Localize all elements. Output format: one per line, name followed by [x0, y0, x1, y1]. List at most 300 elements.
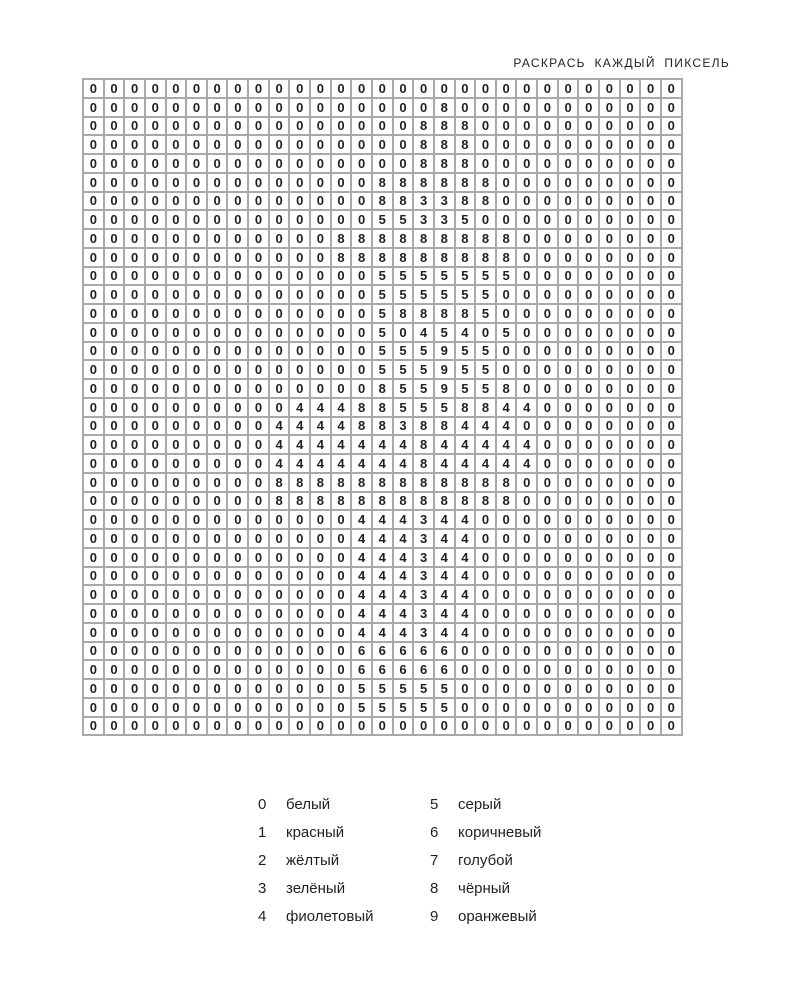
- grid-cell[interactable]: 0: [83, 398, 104, 417]
- grid-cell[interactable]: 0: [331, 210, 352, 229]
- grid-cell[interactable]: 4: [372, 585, 393, 604]
- grid-cell[interactable]: 3: [413, 604, 434, 623]
- grid-cell[interactable]: 0: [83, 323, 104, 342]
- grid-cell[interactable]: 0: [558, 660, 579, 679]
- grid-cell[interactable]: 0: [269, 323, 290, 342]
- grid-cell[interactable]: 0: [248, 248, 269, 267]
- grid-cell[interactable]: 0: [145, 454, 166, 473]
- grid-cell[interactable]: 0: [475, 323, 496, 342]
- grid-cell[interactable]: 0: [207, 285, 228, 304]
- grid-cell[interactable]: 0: [640, 660, 661, 679]
- grid-cell[interactable]: 0: [599, 679, 620, 698]
- grid-cell[interactable]: 0: [475, 623, 496, 642]
- grid-cell[interactable]: 0: [227, 417, 248, 436]
- grid-cell[interactable]: 8: [393, 248, 414, 267]
- grid-cell[interactable]: 0: [331, 548, 352, 567]
- grid-cell[interactable]: 0: [104, 510, 125, 529]
- grid-cell[interactable]: 4: [351, 510, 372, 529]
- grid-cell[interactable]: 0: [496, 510, 517, 529]
- grid-cell[interactable]: 0: [124, 623, 145, 642]
- grid-cell[interactable]: 0: [599, 192, 620, 211]
- grid-cell[interactable]: 0: [578, 154, 599, 173]
- grid-cell[interactable]: 0: [372, 717, 393, 736]
- grid-cell[interactable]: 0: [516, 679, 537, 698]
- grid-cell[interactable]: 0: [393, 117, 414, 136]
- grid-cell[interactable]: 5: [434, 267, 455, 286]
- grid-cell[interactable]: 0: [124, 79, 145, 98]
- grid-cell[interactable]: 8: [413, 173, 434, 192]
- grid-cell[interactable]: 0: [289, 717, 310, 736]
- grid-cell[interactable]: 0: [516, 285, 537, 304]
- grid-cell[interactable]: 0: [104, 304, 125, 323]
- grid-cell[interactable]: 5: [413, 360, 434, 379]
- grid-cell[interactable]: 0: [310, 323, 331, 342]
- grid-cell[interactable]: 0: [620, 248, 641, 267]
- grid-cell[interactable]: 0: [578, 642, 599, 661]
- grid-cell[interactable]: 0: [166, 435, 187, 454]
- grid-cell[interactable]: 0: [599, 698, 620, 717]
- grid-cell[interactable]: 0: [166, 454, 187, 473]
- grid-cell[interactable]: 4: [331, 435, 352, 454]
- grid-cell[interactable]: 8: [434, 417, 455, 436]
- grid-cell[interactable]: 4: [516, 454, 537, 473]
- grid-cell[interactable]: 4: [475, 454, 496, 473]
- grid-cell[interactable]: 0: [620, 117, 641, 136]
- grid-cell[interactable]: 0: [558, 473, 579, 492]
- grid-cell[interactable]: 0: [620, 585, 641, 604]
- grid-cell[interactable]: 0: [248, 135, 269, 154]
- grid-cell[interactable]: 0: [620, 660, 641, 679]
- grid-cell[interactable]: 0: [620, 473, 641, 492]
- grid-cell[interactable]: 0: [145, 604, 166, 623]
- grid-cell[interactable]: 0: [558, 510, 579, 529]
- grid-cell[interactable]: 0: [166, 117, 187, 136]
- grid-cell[interactable]: 0: [537, 304, 558, 323]
- grid-cell[interactable]: 0: [289, 135, 310, 154]
- grid-cell[interactable]: 0: [248, 642, 269, 661]
- grid-cell[interactable]: 0: [145, 79, 166, 98]
- grid-cell[interactable]: 0: [207, 379, 228, 398]
- grid-cell[interactable]: 0: [83, 473, 104, 492]
- grid-cell[interactable]: 5: [434, 698, 455, 717]
- grid-cell[interactable]: 5: [393, 698, 414, 717]
- grid-cell[interactable]: 0: [207, 248, 228, 267]
- grid-cell[interactable]: 0: [475, 98, 496, 117]
- grid-cell[interactable]: 4: [372, 548, 393, 567]
- grid-cell[interactable]: 0: [599, 435, 620, 454]
- grid-cell[interactable]: 0: [166, 623, 187, 642]
- grid-cell[interactable]: 0: [537, 473, 558, 492]
- grid-cell[interactable]: 0: [620, 623, 641, 642]
- grid-cell[interactable]: 0: [331, 98, 352, 117]
- grid-cell[interactable]: 3: [413, 548, 434, 567]
- grid-cell[interactable]: 0: [83, 660, 104, 679]
- grid-cell[interactable]: 0: [83, 210, 104, 229]
- grid-cell[interactable]: 0: [516, 492, 537, 511]
- grid-cell[interactable]: 8: [372, 417, 393, 436]
- grid-cell[interactable]: 0: [145, 304, 166, 323]
- grid-cell[interactable]: 0: [124, 567, 145, 586]
- grid-cell[interactable]: 0: [578, 323, 599, 342]
- grid-cell[interactable]: 0: [599, 642, 620, 661]
- grid-cell[interactable]: 6: [393, 660, 414, 679]
- grid-cell[interactable]: 0: [166, 304, 187, 323]
- grid-cell[interactable]: 4: [516, 435, 537, 454]
- grid-cell[interactable]: 0: [661, 285, 682, 304]
- grid-cell[interactable]: 0: [578, 117, 599, 136]
- grid-cell[interactable]: 0: [104, 135, 125, 154]
- grid-cell[interactable]: 0: [455, 642, 476, 661]
- grid-cell[interactable]: 0: [289, 79, 310, 98]
- grid-cell[interactable]: 0: [83, 623, 104, 642]
- grid-cell[interactable]: 0: [124, 323, 145, 342]
- grid-cell[interactable]: 0: [186, 698, 207, 717]
- grid-cell[interactable]: 0: [310, 529, 331, 548]
- grid-cell[interactable]: 0: [537, 698, 558, 717]
- grid-cell[interactable]: 0: [661, 398, 682, 417]
- grid-cell[interactable]: 6: [372, 642, 393, 661]
- grid-cell[interactable]: 0: [331, 360, 352, 379]
- grid-cell[interactable]: 8: [475, 248, 496, 267]
- grid-cell[interactable]: 0: [104, 623, 125, 642]
- grid-cell[interactable]: 4: [393, 454, 414, 473]
- grid-cell[interactable]: 0: [496, 623, 517, 642]
- grid-cell[interactable]: 0: [104, 192, 125, 211]
- grid-cell[interactable]: 0: [124, 473, 145, 492]
- grid-cell[interactable]: 0: [227, 604, 248, 623]
- grid-cell[interactable]: 0: [351, 173, 372, 192]
- grid-cell[interactable]: 0: [166, 229, 187, 248]
- grid-cell[interactable]: 0: [599, 510, 620, 529]
- grid-cell[interactable]: 4: [289, 417, 310, 436]
- grid-cell[interactable]: 0: [186, 323, 207, 342]
- grid-cell[interactable]: 8: [413, 473, 434, 492]
- grid-cell[interactable]: 0: [599, 398, 620, 417]
- grid-cell[interactable]: 0: [83, 192, 104, 211]
- grid-cell[interactable]: 0: [145, 154, 166, 173]
- grid-cell[interactable]: 0: [207, 192, 228, 211]
- grid-cell[interactable]: 0: [620, 285, 641, 304]
- grid-cell[interactable]: 0: [537, 267, 558, 286]
- grid-cell[interactable]: 0: [248, 604, 269, 623]
- grid-cell[interactable]: 4: [434, 623, 455, 642]
- grid-cell[interactable]: 0: [289, 660, 310, 679]
- grid-cell[interactable]: 0: [186, 492, 207, 511]
- grid-cell[interactable]: 0: [289, 567, 310, 586]
- grid-cell[interactable]: 0: [516, 529, 537, 548]
- grid-cell[interactable]: 0: [310, 642, 331, 661]
- grid-cell[interactable]: 0: [496, 360, 517, 379]
- grid-cell[interactable]: 0: [248, 623, 269, 642]
- grid-cell[interactable]: 0: [104, 473, 125, 492]
- grid-cell[interactable]: 0: [104, 360, 125, 379]
- grid-cell[interactable]: 0: [620, 98, 641, 117]
- grid-cell[interactable]: 0: [578, 210, 599, 229]
- grid-cell[interactable]: 0: [310, 567, 331, 586]
- grid-cell[interactable]: 0: [104, 210, 125, 229]
- grid-cell[interactable]: 0: [310, 510, 331, 529]
- grid-cell[interactable]: 0: [599, 173, 620, 192]
- grid-cell[interactable]: 8: [434, 473, 455, 492]
- grid-cell[interactable]: 4: [496, 435, 517, 454]
- grid-cell[interactable]: 0: [227, 98, 248, 117]
- grid-cell[interactable]: 0: [661, 267, 682, 286]
- grid-cell[interactable]: 0: [248, 360, 269, 379]
- grid-cell[interactable]: 0: [496, 98, 517, 117]
- grid-cell[interactable]: 0: [640, 548, 661, 567]
- grid-cell[interactable]: 9: [434, 360, 455, 379]
- grid-cell[interactable]: 0: [166, 379, 187, 398]
- grid-cell[interactable]: 8: [413, 435, 434, 454]
- grid-cell[interactable]: 0: [516, 473, 537, 492]
- grid-cell[interactable]: 0: [661, 698, 682, 717]
- grid-cell[interactable]: 0: [186, 604, 207, 623]
- grid-cell[interactable]: 0: [620, 417, 641, 436]
- grid-cell[interactable]: 4: [372, 435, 393, 454]
- grid-cell[interactable]: 0: [537, 135, 558, 154]
- grid-cell[interactable]: 4: [351, 548, 372, 567]
- grid-cell[interactable]: 0: [640, 698, 661, 717]
- grid-cell[interactable]: 0: [227, 323, 248, 342]
- grid-cell[interactable]: 0: [516, 642, 537, 661]
- grid-cell[interactable]: 0: [124, 210, 145, 229]
- grid-cell[interactable]: 0: [640, 398, 661, 417]
- grid-cell[interactable]: 0: [393, 323, 414, 342]
- grid-cell[interactable]: 0: [289, 98, 310, 117]
- grid-cell[interactable]: 0: [310, 604, 331, 623]
- grid-cell[interactable]: 0: [516, 323, 537, 342]
- grid-cell[interactable]: 4: [516, 398, 537, 417]
- grid-cell[interactable]: 0: [558, 717, 579, 736]
- grid-cell[interactable]: 0: [207, 360, 228, 379]
- grid-cell[interactable]: 0: [248, 342, 269, 361]
- grid-cell[interactable]: 0: [186, 248, 207, 267]
- grid-cell[interactable]: 0: [578, 173, 599, 192]
- grid-cell[interactable]: 8: [372, 492, 393, 511]
- grid-cell[interactable]: 0: [661, 304, 682, 323]
- grid-cell[interactable]: 0: [661, 154, 682, 173]
- grid-cell[interactable]: 4: [393, 623, 414, 642]
- grid-cell[interactable]: 8: [372, 229, 393, 248]
- grid-cell[interactable]: 0: [310, 717, 331, 736]
- grid-cell[interactable]: 0: [620, 435, 641, 454]
- grid-cell[interactable]: 0: [289, 323, 310, 342]
- grid-cell[interactable]: 0: [516, 717, 537, 736]
- grid-cell[interactable]: 0: [104, 379, 125, 398]
- grid-cell[interactable]: 0: [537, 323, 558, 342]
- grid-cell[interactable]: 0: [620, 79, 641, 98]
- grid-cell[interactable]: 0: [578, 398, 599, 417]
- grid-cell[interactable]: 4: [455, 548, 476, 567]
- grid-cell[interactable]: 0: [496, 154, 517, 173]
- grid-cell[interactable]: 0: [393, 717, 414, 736]
- grid-cell[interactable]: 0: [207, 623, 228, 642]
- grid-cell[interactable]: 5: [393, 398, 414, 417]
- grid-cell[interactable]: 0: [516, 98, 537, 117]
- grid-cell[interactable]: 6: [393, 642, 414, 661]
- grid-cell[interactable]: 5: [434, 285, 455, 304]
- grid-cell[interactable]: 0: [558, 379, 579, 398]
- grid-cell[interactable]: 0: [166, 398, 187, 417]
- grid-cell[interactable]: 4: [310, 435, 331, 454]
- grid-cell[interactable]: 0: [455, 698, 476, 717]
- grid-cell[interactable]: 0: [351, 285, 372, 304]
- grid-cell[interactable]: 0: [475, 548, 496, 567]
- grid-cell[interactable]: 8: [455, 492, 476, 511]
- grid-cell[interactable]: 3: [413, 510, 434, 529]
- grid-cell[interactable]: 0: [620, 698, 641, 717]
- grid-cell[interactable]: 0: [620, 192, 641, 211]
- grid-cell[interactable]: 0: [166, 173, 187, 192]
- grid-cell[interactable]: 8: [372, 473, 393, 492]
- grid-cell[interactable]: 0: [207, 417, 228, 436]
- grid-cell[interactable]: 0: [661, 360, 682, 379]
- grid-cell[interactable]: 0: [475, 210, 496, 229]
- grid-cell[interactable]: 0: [578, 604, 599, 623]
- grid-cell[interactable]: 0: [227, 679, 248, 698]
- grid-cell[interactable]: 0: [537, 510, 558, 529]
- grid-cell[interactable]: 0: [372, 154, 393, 173]
- grid-cell[interactable]: 0: [124, 248, 145, 267]
- grid-cell[interactable]: 0: [310, 192, 331, 211]
- grid-cell[interactable]: 0: [578, 585, 599, 604]
- grid-cell[interactable]: 5: [434, 323, 455, 342]
- grid-cell[interactable]: 0: [289, 210, 310, 229]
- grid-cell[interactable]: 0: [227, 135, 248, 154]
- grid-cell[interactable]: 0: [104, 454, 125, 473]
- grid-cell[interactable]: 0: [558, 623, 579, 642]
- grid-cell[interactable]: 0: [186, 548, 207, 567]
- grid-cell[interactable]: 0: [393, 154, 414, 173]
- grid-cell[interactable]: 0: [104, 98, 125, 117]
- grid-cell[interactable]: 0: [186, 473, 207, 492]
- grid-cell[interactable]: 0: [537, 548, 558, 567]
- grid-cell[interactable]: 0: [496, 698, 517, 717]
- grid-cell[interactable]: 5: [455, 342, 476, 361]
- grid-cell[interactable]: 0: [83, 117, 104, 136]
- grid-cell[interactable]: 4: [455, 585, 476, 604]
- grid-cell[interactable]: 4: [372, 623, 393, 642]
- grid-cell[interactable]: 0: [310, 79, 331, 98]
- grid-cell[interactable]: 0: [83, 510, 104, 529]
- grid-cell[interactable]: 0: [104, 585, 125, 604]
- grid-cell[interactable]: 0: [496, 717, 517, 736]
- grid-cell[interactable]: 0: [227, 229, 248, 248]
- grid-cell[interactable]: 0: [620, 173, 641, 192]
- grid-cell[interactable]: 8: [455, 117, 476, 136]
- grid-cell[interactable]: 0: [248, 529, 269, 548]
- grid-cell[interactable]: 8: [331, 248, 352, 267]
- grid-cell[interactable]: 8: [393, 192, 414, 211]
- grid-cell[interactable]: 5: [475, 342, 496, 361]
- grid-cell[interactable]: 0: [558, 604, 579, 623]
- grid-cell[interactable]: 3: [413, 210, 434, 229]
- grid-cell[interactable]: 0: [269, 342, 290, 361]
- grid-cell[interactable]: 0: [475, 510, 496, 529]
- grid-cell[interactable]: 0: [186, 454, 207, 473]
- grid-cell[interactable]: 0: [207, 642, 228, 661]
- grid-cell[interactable]: 0: [640, 267, 661, 286]
- grid-cell[interactable]: 0: [310, 210, 331, 229]
- grid-cell[interactable]: 0: [599, 567, 620, 586]
- grid-cell[interactable]: 4: [310, 454, 331, 473]
- grid-cell[interactable]: 0: [227, 529, 248, 548]
- grid-cell[interactable]: 0: [124, 529, 145, 548]
- grid-cell[interactable]: 0: [661, 510, 682, 529]
- grid-cell[interactable]: 0: [620, 529, 641, 548]
- grid-cell[interactable]: 0: [104, 548, 125, 567]
- grid-cell[interactable]: 0: [207, 154, 228, 173]
- grid-cell[interactable]: 8: [372, 379, 393, 398]
- grid-cell[interactable]: 0: [578, 342, 599, 361]
- grid-cell[interactable]: 0: [351, 192, 372, 211]
- grid-cell[interactable]: 0: [351, 717, 372, 736]
- grid-cell[interactable]: 0: [558, 210, 579, 229]
- grid-cell[interactable]: 0: [289, 342, 310, 361]
- grid-cell[interactable]: 0: [599, 304, 620, 323]
- grid-cell[interactable]: 0: [661, 529, 682, 548]
- grid-cell[interactable]: 0: [166, 79, 187, 98]
- grid-cell[interactable]: 0: [537, 492, 558, 511]
- grid-cell[interactable]: 0: [496, 567, 517, 586]
- grid-cell[interactable]: 0: [104, 417, 125, 436]
- grid-cell[interactable]: 0: [186, 642, 207, 661]
- grid-cell[interactable]: 8: [393, 173, 414, 192]
- grid-cell[interactable]: 5: [372, 698, 393, 717]
- grid-cell[interactable]: 0: [640, 173, 661, 192]
- grid-cell[interactable]: 0: [578, 379, 599, 398]
- grid-cell[interactable]: 0: [558, 492, 579, 511]
- grid-cell[interactable]: 0: [331, 135, 352, 154]
- grid-cell[interactable]: 0: [207, 79, 228, 98]
- grid-cell[interactable]: 0: [207, 304, 228, 323]
- grid-cell[interactable]: 4: [496, 398, 517, 417]
- grid-cell[interactable]: 8: [455, 473, 476, 492]
- grid-cell[interactable]: 0: [145, 435, 166, 454]
- grid-cell[interactable]: 0: [124, 229, 145, 248]
- grid-cell[interactable]: 0: [558, 567, 579, 586]
- grid-cell[interactable]: 0: [537, 417, 558, 436]
- grid-cell[interactable]: 0: [269, 117, 290, 136]
- grid-cell[interactable]: 5: [393, 285, 414, 304]
- grid-cell[interactable]: 0: [661, 567, 682, 586]
- grid-cell[interactable]: 0: [331, 679, 352, 698]
- grid-cell[interactable]: 8: [413, 117, 434, 136]
- grid-cell[interactable]: 0: [269, 623, 290, 642]
- grid-cell[interactable]: 0: [83, 285, 104, 304]
- grid-cell[interactable]: 0: [207, 492, 228, 511]
- grid-cell[interactable]: 0: [289, 585, 310, 604]
- grid-cell[interactable]: 0: [83, 698, 104, 717]
- grid-cell[interactable]: 0: [124, 548, 145, 567]
- grid-cell[interactable]: 0: [145, 623, 166, 642]
- grid-cell[interactable]: 0: [640, 567, 661, 586]
- grid-cell[interactable]: 0: [104, 717, 125, 736]
- grid-cell[interactable]: 4: [351, 454, 372, 473]
- grid-cell[interactable]: 0: [578, 417, 599, 436]
- grid-cell[interactable]: 0: [496, 585, 517, 604]
- grid-cell[interactable]: 0: [516, 379, 537, 398]
- grid-cell[interactable]: 4: [475, 417, 496, 436]
- grid-cell[interactable]: 0: [166, 323, 187, 342]
- grid-cell[interactable]: 0: [145, 135, 166, 154]
- grid-cell[interactable]: 0: [331, 567, 352, 586]
- grid-cell[interactable]: 0: [289, 698, 310, 717]
- grid-cell[interactable]: 4: [372, 567, 393, 586]
- grid-cell[interactable]: 0: [640, 210, 661, 229]
- grid-cell[interactable]: 0: [331, 623, 352, 642]
- grid-cell[interactable]: 4: [434, 529, 455, 548]
